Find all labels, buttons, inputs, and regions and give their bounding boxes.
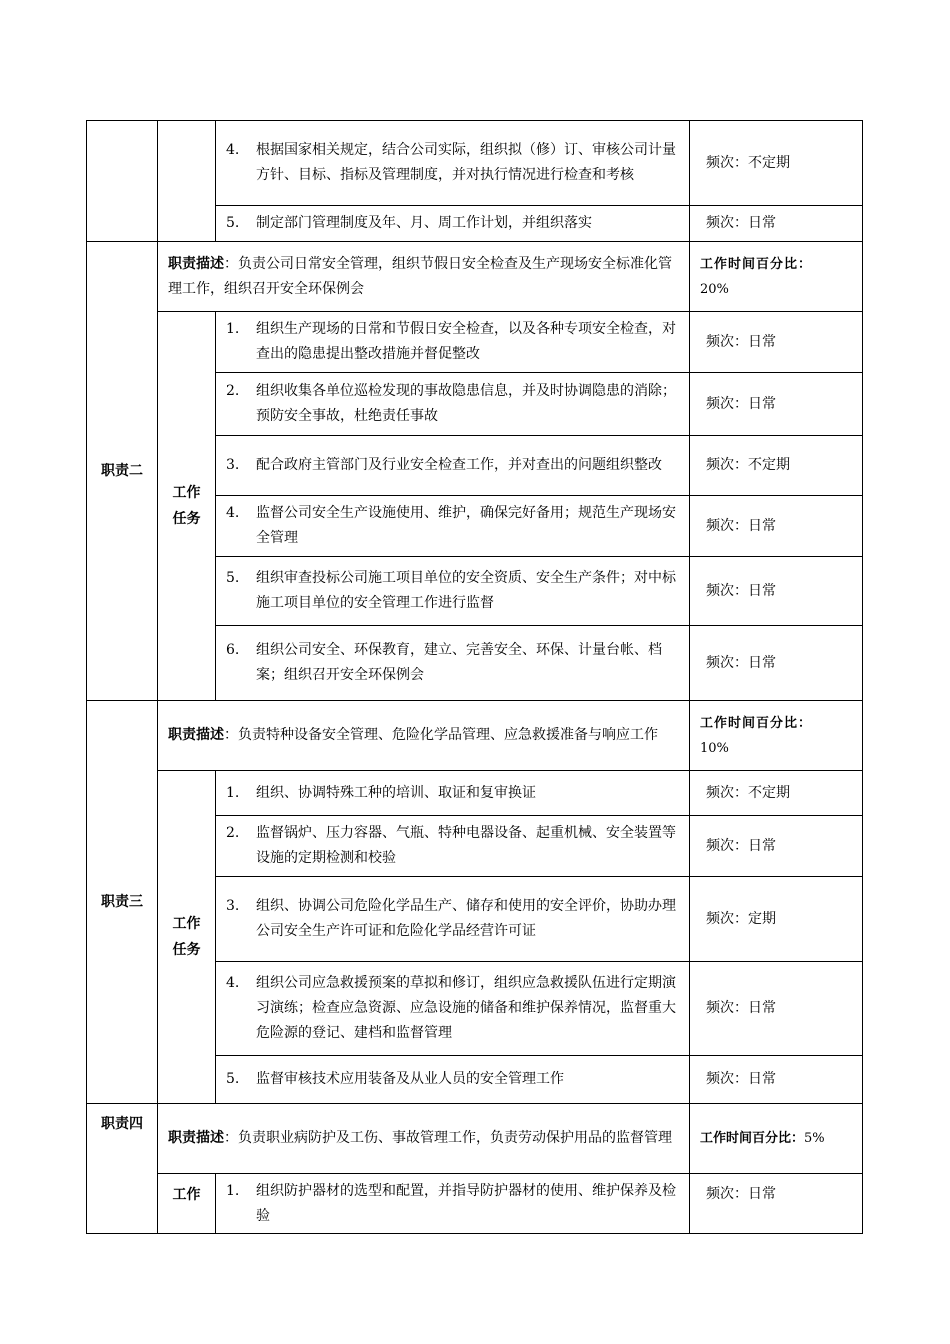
task-item: 4. 根据国家相关规定，结合公司实际，组织拟（修）订、审核公司计量方针、目标、指标及管理制度，并对执行情况进行检查和考核 [216, 121, 690, 206]
task-item: 2. 组织收集各单位巡检发现的事故隐患信息，并及时协调隐患的消除；预防安全事故，杜绝责任事故 [216, 373, 690, 436]
duty-description: 职责描述：负责公司日常安全管理，组织节假日安全检查及生产现场安全标准化管理工作，组织召开安全环保例会 [158, 242, 690, 312]
task-item: 1. 组织生产现场的日常和节假日安全检查，以及各种专项安全检查，对查出的隐患提出整改措施并督促整改 [216, 312, 690, 373]
duty-description: 职责描述：负责职业病防护及工伤、事故管理工作，负责劳动保护用品的监督管理 [158, 1104, 690, 1174]
task-item: 3. 组织、协调公司危险化学品生产、储存和使用的安全评价，协助办理公司安全生产许可证和危险化学品经营许可证 [216, 877, 690, 962]
frequency: 频次：日常 [690, 373, 863, 436]
task-label: 工作任务 [158, 771, 216, 1104]
task-item: 5. 制定部门管理制度及年、月、周工作计划，并组织落实 [216, 206, 690, 242]
task-label: 工作 [158, 1174, 216, 1234]
frequency: 频次：日常 [690, 816, 863, 877]
task-label: 工作任务 [158, 312, 216, 701]
frequency: 频次：不定期 [690, 771, 863, 816]
duty-title: 职责四 [87, 1104, 158, 1234]
task-item: 5. 监督审核技术应用装备及从业人员的安全管理工作 [216, 1056, 690, 1104]
work-time-percentage: 工作时间百分比： 10% [690, 701, 863, 771]
task-item: 1. 组织、协调特殊工种的培训、取证和复审换证 [216, 771, 690, 816]
frequency: 频次：日常 [690, 557, 863, 626]
frequency: 频次：日常 [690, 1056, 863, 1104]
work-time-percentage: 工作时间百分比：5% [690, 1104, 863, 1174]
task-item: 4. 监督公司安全生产设施使用、维护，确保完好备用；规范生产现场安全管理 [216, 496, 690, 557]
frequency: 频次：日常 [690, 206, 863, 242]
duty-description: 职责描述：负责特种设备安全管理、危险化学品管理、应急救援准备与响应工作 [158, 701, 690, 771]
task-label-cell [158, 121, 216, 242]
frequency: 频次：不定期 [690, 436, 863, 496]
frequency: 频次：日常 [690, 626, 863, 701]
work-time-percentage: 工作时间百分比： 20% [690, 242, 863, 312]
task-item: 2. 监督锅炉、压力容器、气瓶、特种电器设备、起重机械、安全装置等设施的定期检测和校验 [216, 816, 690, 877]
task-item: 4. 组织公司应急救援预案的草拟和修订，组织应急救援队伍进行定期演习演练；检查应急资源、应急设施的储备和维护保养情况，监督重大危险源的登记、建档和监督管理 [216, 962, 690, 1056]
frequency: 频次：日常 [690, 496, 863, 557]
task-item: 1. 组织防护器材的选型和配置，并指导防护器材的使用、维护保养及检验 [216, 1174, 690, 1234]
task-item: 5. 组织审查投标公司施工项目单位的安全资质、安全生产条件；对中标施工项目单位的安全管理工作进行监督 [216, 557, 690, 626]
frequency: 频次：日常 [690, 1174, 863, 1234]
frequency: 频次：日常 [690, 962, 863, 1056]
duty-cell [87, 121, 158, 242]
duty-title: 职责二 [87, 242, 158, 701]
frequency: 频次：定期 [690, 877, 863, 962]
frequency: 频次：不定期 [690, 121, 863, 206]
task-item: 6. 组织公司安全、环保教育，建立、完善安全、环保、计量台帐、档案；组织召开安全环保例会 [216, 626, 690, 701]
frequency: 频次：日常 [690, 312, 863, 373]
task-item: 3. 配合政府主管部门及行业安全检查工作，并对查出的问题组织整改 [216, 436, 690, 496]
responsibility-table [86, 120, 863, 1234]
duty-title: 职责三 [87, 701, 158, 1104]
